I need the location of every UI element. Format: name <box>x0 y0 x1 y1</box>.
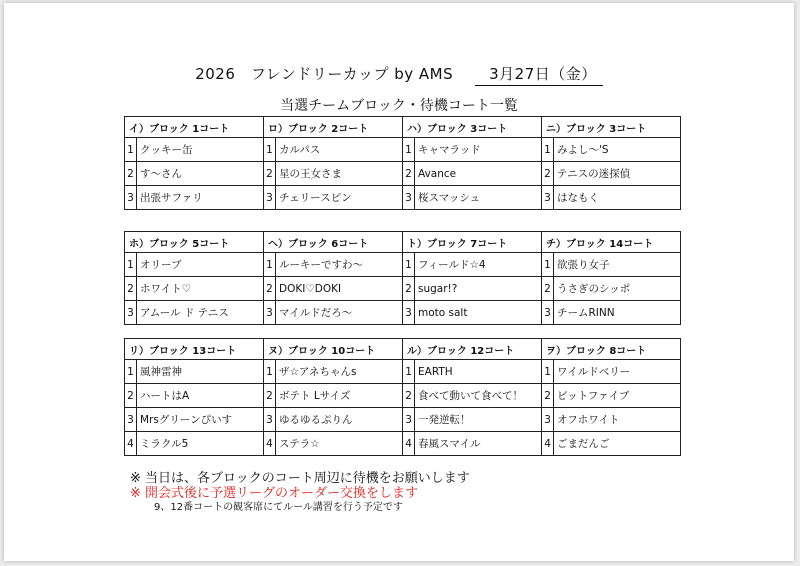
team-number: 1 <box>125 138 137 162</box>
team-name: 春風スマイル <box>415 432 542 456</box>
block-table-1 <box>124 116 681 210</box>
note-waiting: ※ 当日は、各ブロックのコート周辺に待機をお願いします <box>130 471 470 486</box>
team-number: 3 <box>542 186 554 210</box>
team-name: sugar!? <box>415 277 542 301</box>
event-date: 3月27日（金） <box>475 63 603 86</box>
team-number: 2 <box>542 384 554 408</box>
team-number: 2 <box>125 277 137 301</box>
team-name: チームRINN <box>554 301 681 325</box>
team-number: 2 <box>403 277 415 301</box>
team-name: ゆるゆるぷりん <box>276 408 403 432</box>
team-name: DOKI♡DOKI <box>276 277 403 301</box>
team-number: 4 <box>125 432 137 456</box>
team-number: 3 <box>542 408 554 432</box>
team-row <box>125 360 681 384</box>
team-number: 2 <box>403 162 415 186</box>
team-name: 風神雷神 <box>137 360 264 384</box>
block-header: ロ）ブロック 2コート <box>264 117 403 138</box>
team-name: テニスの迷探偵 <box>554 162 681 186</box>
block-header: ニ）ブロック 3コート <box>542 117 681 138</box>
team-name: みよし～'S <box>554 138 681 162</box>
team-number: 1 <box>542 253 554 277</box>
block-header-row <box>125 232 681 253</box>
team-row <box>125 301 681 325</box>
block-header: ホ）ブロック 5コート <box>125 232 264 253</box>
team-name: 星の王女さま <box>276 162 403 186</box>
team-name: ステラ☆ <box>276 432 403 456</box>
team-number: 2 <box>264 277 276 301</box>
team-name: カルパス <box>276 138 403 162</box>
team-number: 2 <box>125 162 137 186</box>
team-name: チェリースピン <box>276 186 403 210</box>
team-name: Mrsグリーンぴいす <box>137 408 264 432</box>
team-number: 3 <box>264 301 276 325</box>
block-header: イ）ブロック 1コート <box>125 117 264 138</box>
team-row <box>125 138 681 162</box>
team-name: 一発逆転！ <box>415 408 542 432</box>
team-row <box>125 253 681 277</box>
team-name: オリーブ <box>137 253 264 277</box>
team-number: 3 <box>403 301 415 325</box>
team-row <box>125 432 681 456</box>
team-number: 4 <box>542 432 554 456</box>
block-header: リ）ブロック 13コート <box>125 339 264 360</box>
team-name: 出張サファリ <box>137 186 264 210</box>
team-number: 1 <box>125 253 137 277</box>
block-header: チ）ブロック 14コート <box>542 232 681 253</box>
team-number: 1 <box>125 360 137 384</box>
team-number: 4 <box>403 432 415 456</box>
block-table-3 <box>124 338 681 456</box>
block-header: ヌ）ブロック 10コート <box>264 339 403 360</box>
team-number: 1 <box>264 138 276 162</box>
team-name: ワイルドベリー <box>554 360 681 384</box>
block-header-row <box>125 339 681 360</box>
team-name: ごまだんご <box>554 432 681 456</box>
team-name: moto salt <box>415 301 542 325</box>
block-header: ト）ブロック 7コート <box>403 232 542 253</box>
team-number: 1 <box>542 360 554 384</box>
block-header: ヲ）ブロック 8コート <box>542 339 681 360</box>
team-name: 食べて動いて食べて！ <box>415 384 542 408</box>
event-title: 2026 フレンドリーカップ by AMS <box>195 65 454 83</box>
team-number: 2 <box>403 384 415 408</box>
team-name: ボテト Lサイズ <box>276 384 403 408</box>
team-row <box>125 186 681 210</box>
team-number: 3 <box>403 186 415 210</box>
team-name: ホワイト♡ <box>137 277 264 301</box>
team-name: アムール ド テニス <box>137 301 264 325</box>
team-name: ビットファイブ <box>554 384 681 408</box>
team-name: はなもく <box>554 186 681 210</box>
team-number: 1 <box>264 253 276 277</box>
document-page <box>4 3 794 561</box>
team-number: 4 <box>264 432 276 456</box>
team-number: 2 <box>125 384 137 408</box>
team-name: ハートはA <box>137 384 264 408</box>
team-number: 3 <box>125 408 137 432</box>
team-number: 3 <box>542 301 554 325</box>
team-name: ルーキーですわ～ <box>276 253 403 277</box>
team-name: Avance <box>415 162 542 186</box>
team-number: 1 <box>542 138 554 162</box>
team-number: 2 <box>542 162 554 186</box>
team-name: 欲張り女子 <box>554 253 681 277</box>
team-number: 2 <box>264 384 276 408</box>
team-name: EARTH <box>415 360 542 384</box>
page-subtitle: 当選チームブロック・待機コート一覧 <box>280 98 518 114</box>
team-name: マイルドだろ～ <box>276 301 403 325</box>
team-name: 桜スマッシュ <box>415 186 542 210</box>
team-number: 3 <box>403 408 415 432</box>
team-number: 1 <box>403 138 415 162</box>
block-header: ハ）ブロック 3コート <box>403 117 542 138</box>
note-order-exchange: ※ 開会式後に予選リーグのオーダー交換をします <box>130 486 419 501</box>
team-name: ミラクル5 <box>137 432 264 456</box>
block-header-row <box>125 117 681 138</box>
team-name: す～さん <box>137 162 264 186</box>
team-number: 1 <box>264 360 276 384</box>
note-rules-briefing: 9、12番コートの観客席にてルール講習を行う予定です <box>154 502 403 513</box>
team-name: ザ☆アネちゃんs <box>276 360 403 384</box>
block-table-2 <box>124 231 681 325</box>
team-name: クッキー缶 <box>137 138 264 162</box>
team-number: 3 <box>125 301 137 325</box>
team-name: キャマラッド <box>415 138 542 162</box>
team-name: フィールド☆4 <box>415 253 542 277</box>
team-row <box>125 162 681 186</box>
block-header: ル）ブロック 12コート <box>403 339 542 360</box>
team-name: うさぎのシッポ <box>554 277 681 301</box>
notes <box>130 471 470 515</box>
team-number: 2 <box>264 162 276 186</box>
team-number: 1 <box>403 360 415 384</box>
team-row <box>125 384 681 408</box>
page-title <box>4 63 794 86</box>
team-number: 3 <box>125 186 137 210</box>
team-row <box>125 277 681 301</box>
block-header: ヘ）ブロック 6コート <box>264 232 403 253</box>
team-name: オフホワイト <box>554 408 681 432</box>
team-number: 1 <box>403 253 415 277</box>
team-number: 3 <box>264 186 276 210</box>
team-number: 2 <box>542 277 554 301</box>
team-row <box>125 408 681 432</box>
team-number: 3 <box>264 408 276 432</box>
